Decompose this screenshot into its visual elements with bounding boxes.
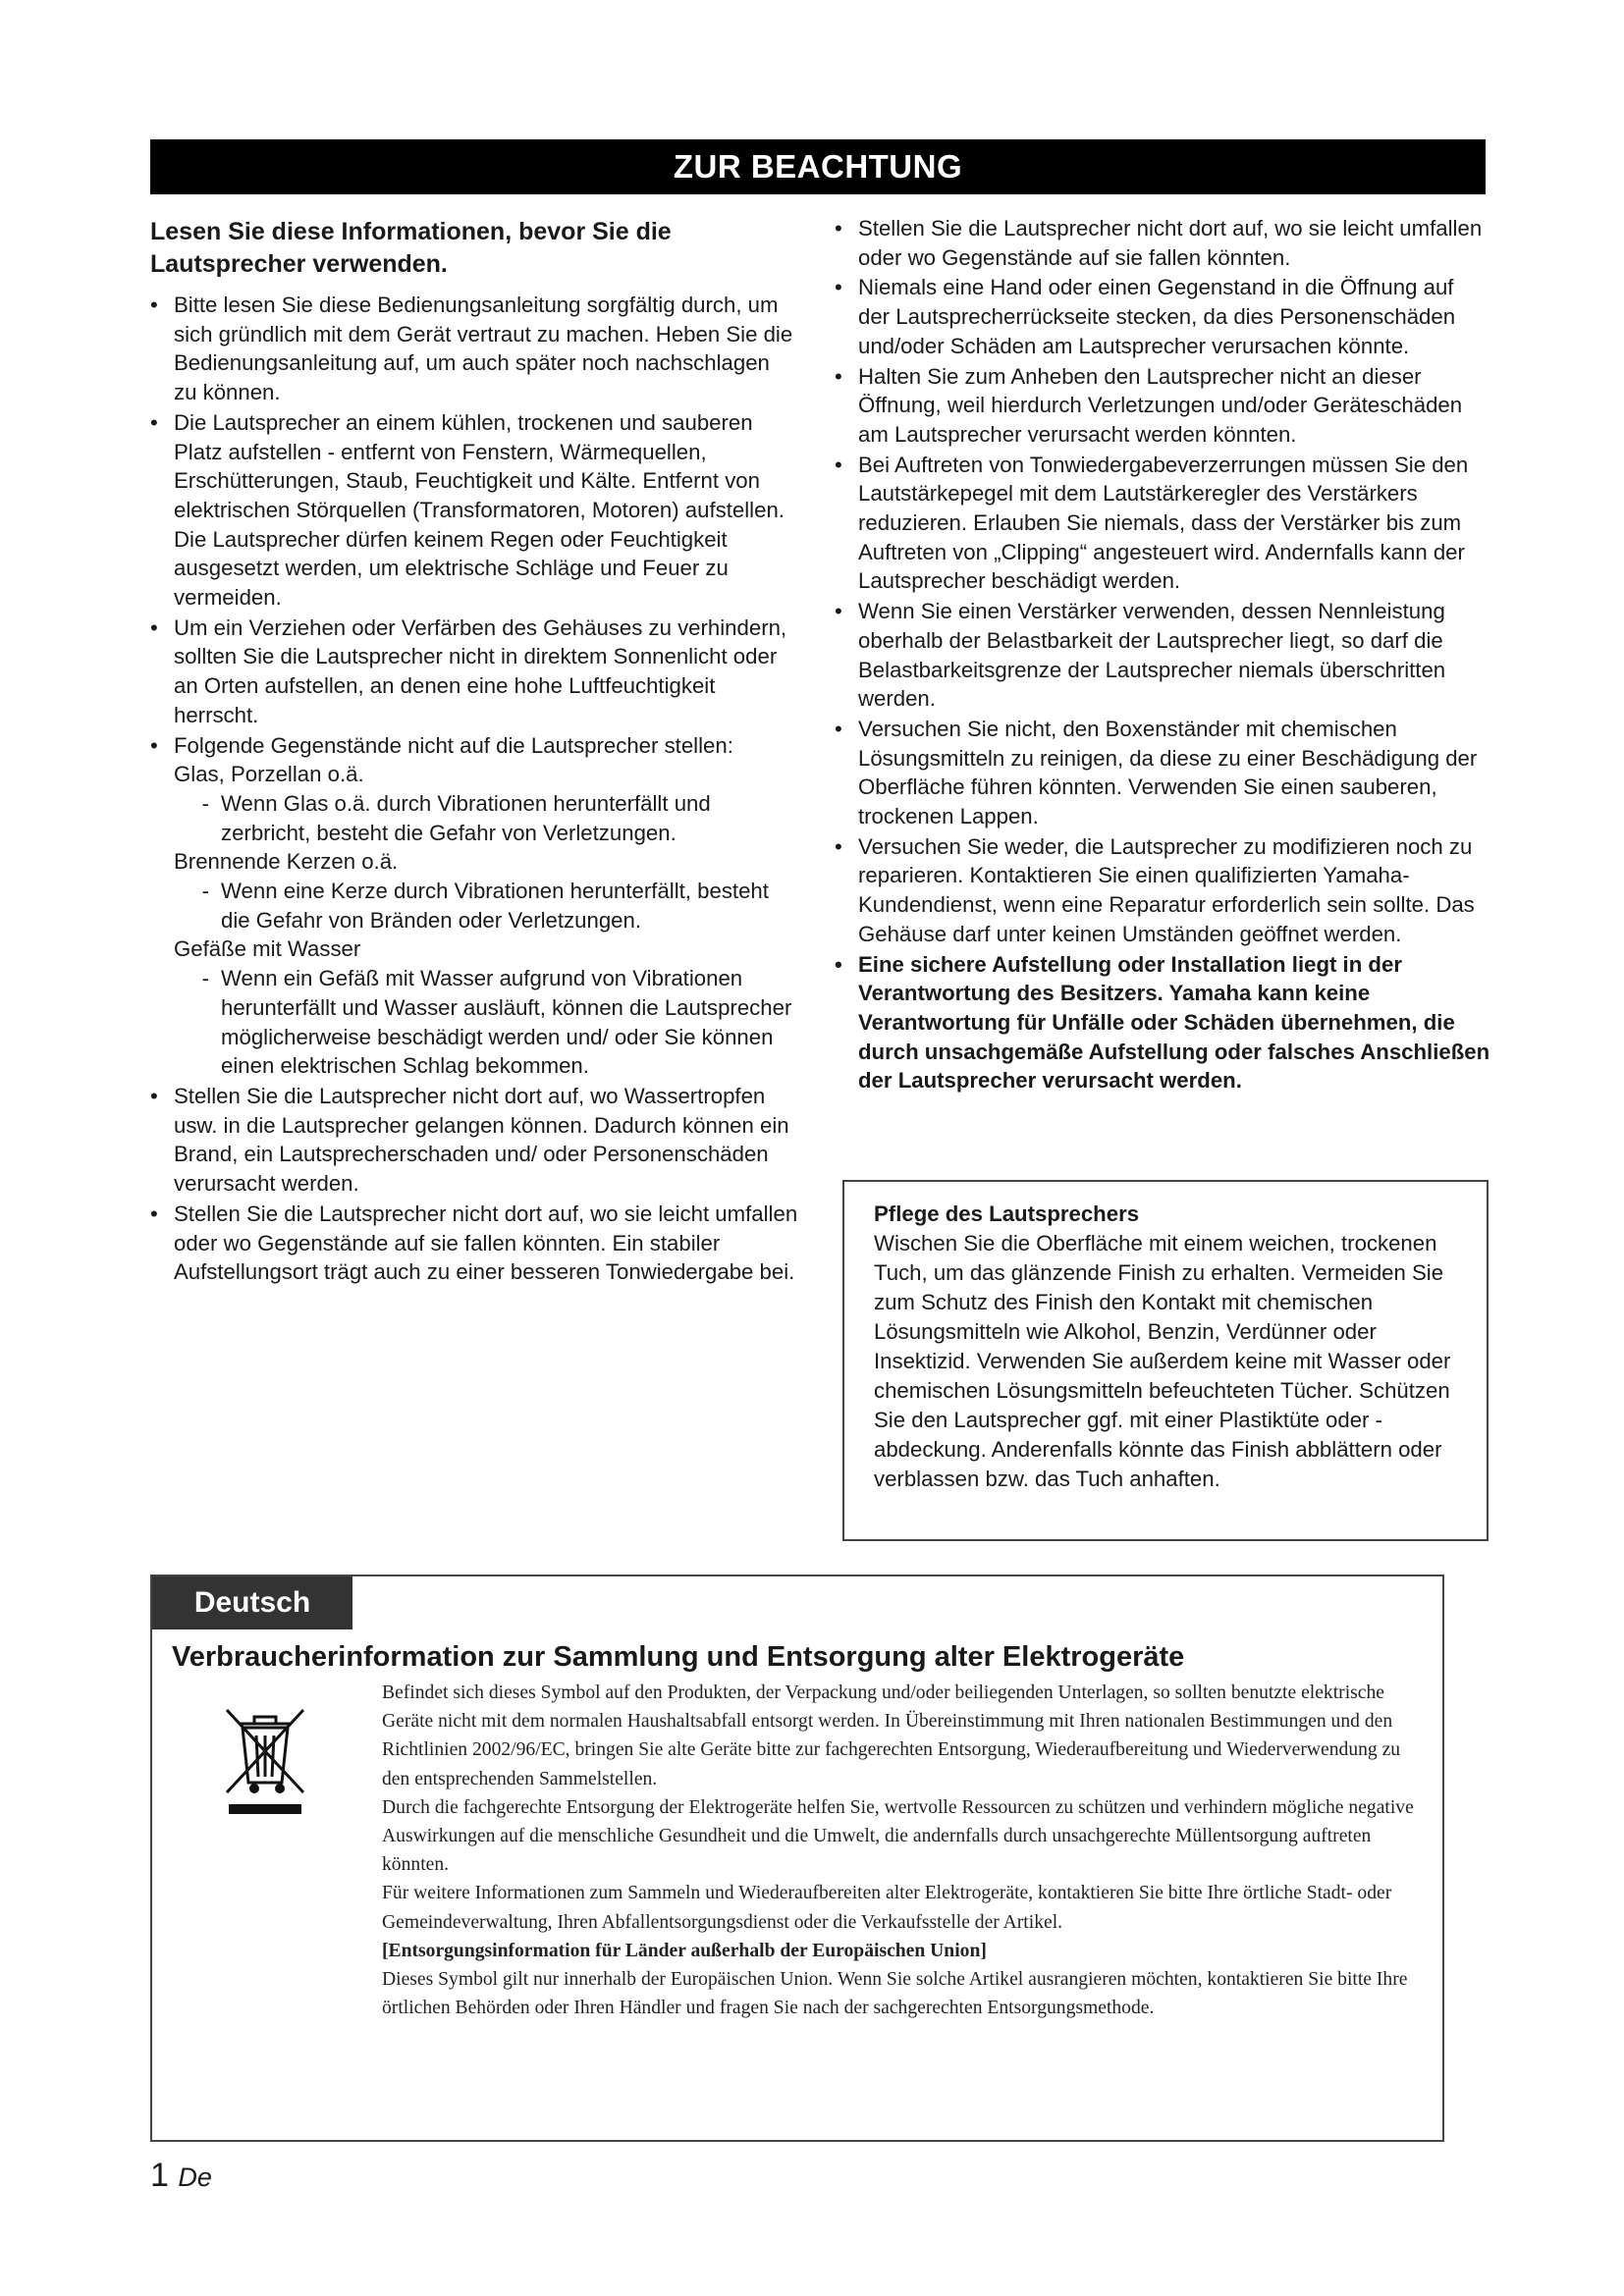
left-bullet-list — [150, 291, 798, 1287]
list-item: • Versuchen Sie nicht, den Boxenständer mit chemischen Lösungsmitteln zu reinigen, da diese zu einer Beschädigung der Oberfläche führen könnten. Verwenden Sie einen sauberen, trockenen Lappen. — [835, 715, 1490, 831]
page-number — [150, 2156, 212, 2197]
left-column — [150, 216, 798, 1288]
intro-heading: Lesen Sie diese Informationen, bevor Sie die Lautsprecher verwenden. — [150, 218, 672, 278]
right-column — [835, 214, 1490, 1096]
disposal-info-box — [150, 1575, 1444, 2142]
list-item: • Bei Auftreten von Tonwiedergabeverzerrungen müssen Sie den Lautstärkepegel mit dem Lautstärkeregler des Verstärkers reduzieren. Erlauben Sie niemals, dass der Verstärker bis zum Auftreten von „Clipping“ angesteuert wird. Andernfalls kann der Lautsprecher beschädigt werden. — [835, 451, 1490, 597]
list-item: • Wenn Sie einen Verstärker verwenden, dessen Nennleistung oberhalb der Belastbarkeit der Lautsprecher liegt, so darf die Belastbarkeitsgrenze der Lautsprecher niemals überschritten werden. — [835, 597, 1490, 714]
object-label: Gefäße mit Wasser — [174, 936, 361, 962]
disposal-paragraph: Für weitere Informationen zum Sammeln und Wiederaufbereiten alter Elektrogeräte, kontaktieren Sie bitte Ihre örtliche Stadt- oder Gemeindeverwaltung, Ihren Abfallentsorgungsdienst oder die Verkaufsstelle der Artikel. — [382, 1883, 1392, 1933]
disposal-paragraph: Dieses Symbol gilt nur innerhalb der Europäischen Union. Wenn Sie solche Artikel ausrangieren möchten, kontaktieren Sie bitte Ihre örtlichen Behörden oder Ihren Händler und fragen Sie nach der sachgerechten Entsorgungsmethode. — [382, 1969, 1408, 2019]
list-item: • Die Lautsprecher an einem kühlen, trockenen und sauberen Platz aufstellen - entfernt von Fenstern, Wärmequellen, Erschütterungen, Staub, Feuchtigkeit und Kälte. Entfernt von elektrischen Störquellen (Transformatoren, Motoren) aufstellen. Die Lautsprecher dürfen keinem Regen oder Feuchtigkeit ausgesetzt werden, um elektrische Schläge und Feuer zu vermeiden. — [150, 408, 798, 613]
language-tab: Deutsch — [152, 1576, 352, 1629]
care-box — [842, 1180, 1489, 1541]
disposal-paragraph: Befindet sich dieses Symbol auf den Produkten, der Verpackung und/oder beiliegenden Unterlagen, so sollten benutzte elektrische Geräte nicht mit dem normalen Haushaltsabfall entsorgt werden. In Übereinstimmung mit Ihren nationalen Bestimmungen und den Richtlinien 2002/96/EC, bringen Sie alte Geräte bitte zur fachgerechten Entsorgung, Wiederaufbereitung und Wiederverwendung zu den entsprechenden Sammelstellen. — [382, 1682, 1401, 1789]
care-text: Wischen Sie die Oberfläche mit einem weichen, trockenen Tuch, um das glänzende Finish zu erhalten. Vermeiden Sie zum Schutz des Finish den Kontakt mit chemischen Lösungsmitteln wie Alkohol, Benzin, Verdünner oder Insektizid. Verwenden Sie außerdem keine mit Wasser oder chemischen Lösungsmitteln befeuchteten Tücher. Schützen Sie den Lautsprecher ggf. mit einer Plastiktüte oder -abdeckung. Anderenfalls könnte das Finish abblättern oder verblassen bzw. das Tuch anhaften. — [874, 1231, 1451, 1491]
object-label: Glas, Porzellan o.ä. — [174, 762, 364, 787]
disposal-body — [382, 1679, 1429, 2022]
page-number-value: 1 — [150, 2157, 169, 2194]
object-label: Brennende Kerzen o.ä. — [174, 849, 399, 875]
objects-list-item — [150, 731, 798, 1081]
list-item: • Niemals eine Hand oder einen Gegenstand in die Öffnung auf der Lautsprecherrückseite stecken, da dies Personenschäden und/oder Schäden am Lautsprecher verursachen könnte. — [835, 273, 1490, 360]
object-detail: - Wenn Glas o.ä. durch Vibrationen herunterfällt und zerbricht, besteht die Gefahr von Verletzungen. — [201, 790, 711, 845]
care-title: Pflege des Lautsprechers — [874, 1201, 1140, 1226]
list-item: • Halten Sie zum Anheben den Lautsprecher nicht an dieser Öffnung, weil hierdurch Verletzungen und/oder Geräteschäden am Lautsprecher verursacht werden könnten. — [835, 362, 1490, 450]
disposal-subheading: [Entsorgungsinformation für Länder außerhalb der Europäischen Union] — [382, 1940, 987, 1961]
disposal-heading: Verbraucherinformation zur Sammlung und Entsorgung alter Elektrogeräte — [172, 1641, 1185, 1673]
page-title: ZUR BEACHTUNG — [150, 139, 1486, 194]
list-item: • Stellen Sie die Lautsprecher nicht dort auf, wo Wassertropfen usw. in die Lautsprecher gelangen können. Dadurch können ein Brand, ein Lautsprecherschaden und/ oder Personenschäden verursacht werden. — [150, 1082, 798, 1199]
disposal-paragraph: Durch die fachgerechte Entsorgung der Elektrogeräte helfen Sie, wertvolle Ressourcen zu schützen und verhindern mögliche negative Auswirkungen auf die menschliche Gesundheit und die Umwelt, die andernfalls durch unsachgerechte Müllentsorgung auftreten könnten. — [382, 1796, 1414, 1876]
page-language-code: De — [178, 2163, 212, 2192]
objects-lead: • Folgende Gegenstände nicht auf die Lautsprecher stellen: — [174, 732, 733, 758]
safety-responsibility-item: • Eine sichere Aufstellung oder Installation liegt in der Verantwortung des Besitzers. Yamaha kann keine Verantwortung für Unfälle oder Schäden übernehmen, die durch unsachgemäße Aufstellung oder falsches Anschließen der Lautsprecher verursacht werden. — [835, 950, 1490, 1096]
list-item: • Bitte lesen Sie diese Bedienungsanleitung sorgfältig durch, um sich gründlich mit dem Gerät vertraut zu machen. Heben Sie die Bedienungsanleitung auf, um auch später noch nachschlagen zu können. — [150, 291, 798, 407]
object-detail: - Wenn ein Gefäß mit Wasser aufgrund von Vibrationen herunterfällt und Wasser ausläuft, können die Lautsprecher möglicherweise beschädigt werden und/ oder Sie können einen elektrischen Schlag bekommen. — [201, 966, 792, 1079]
list-item: • Stellen Sie die Lautsprecher nicht dort auf, wo sie leicht umfallen oder wo Gegenstände auf sie fallen könnten. Ein stabiler Aufstellungsort trägt auch zu einer besseren Tonwiedergabe bei. — [150, 1200, 798, 1287]
crossed-out-wheelie-bin-icon — [211, 1702, 319, 1820]
object-detail: - Wenn eine Kerze durch Vibrationen herunterfällt, besteht die Gefahr von Bränden oder Verletzungen. — [201, 879, 769, 933]
list-item: • Stellen Sie die Lautsprecher nicht dort auf, wo sie leicht umfallen oder wo Gegenstände auf sie fallen könnten. — [835, 214, 1490, 272]
list-item: • Um ein Verziehen oder Verfärben des Gehäuses zu verhindern, sollten Sie die Lautsprecher nicht in direktem Sonnenlicht oder an Orten aufstellen, an denen eine hohe Luftfeuchtigkeit herrscht. — [150, 614, 798, 730]
right-bullet-list — [835, 214, 1490, 1095]
list-item: • Versuchen Sie weder, die Lautsprecher zu modifizieren noch zu reparieren. Kontaktieren Sie einen qualifizierten Yamaha-Kundendienst, wenn eine Reparatur erforderlich sein sollte. Das Gehäuse darf unter keinen Umständen geöffnet werden. — [835, 832, 1490, 949]
